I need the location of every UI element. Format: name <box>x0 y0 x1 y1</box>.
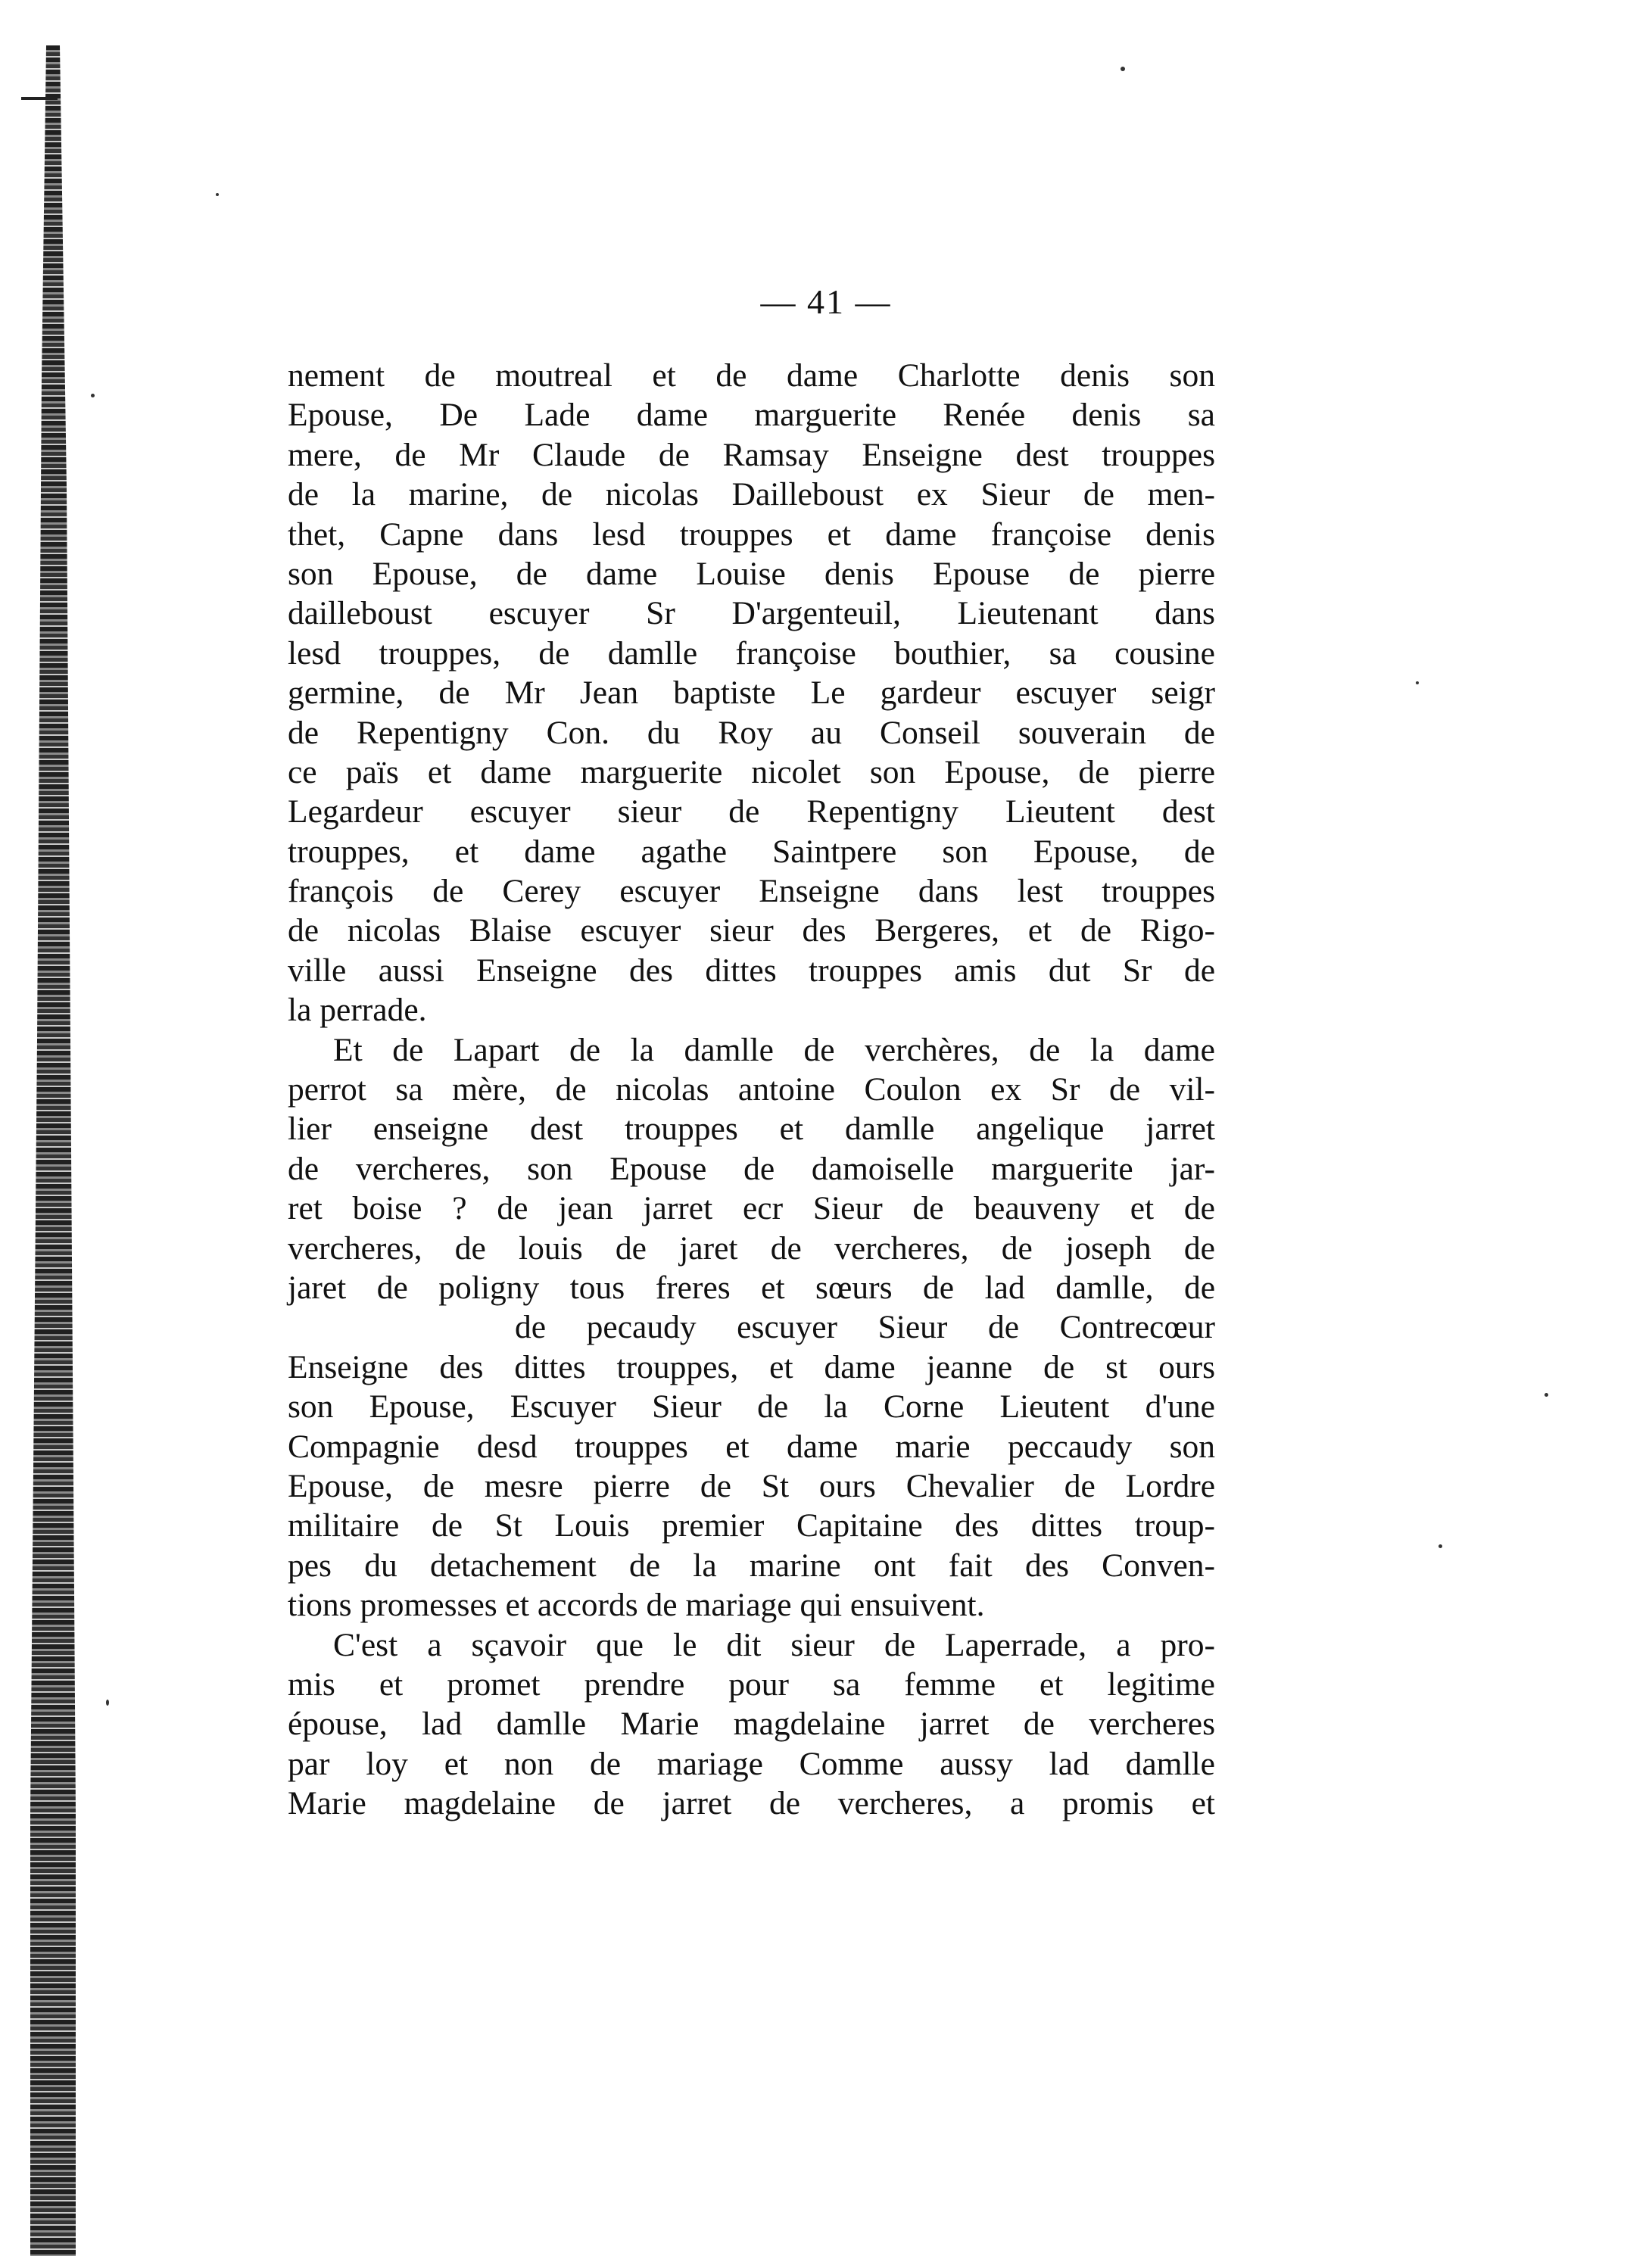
text-line: Enseigne des dittes trouppes, et dame jeanne de st ours <box>288 1348 1215 1385</box>
text-line: tions promesses et accords de mariage qui ensuivent. <box>288 1587 985 1624</box>
text-line: vercheres, de louis de jaret de vercheres, de joseph de <box>288 1229 1215 1267</box>
text-line: de la marine, de nicolas Dailleboust ex Sieur de men- <box>288 476 1215 513</box>
text-line: ce païs et dame marguerite nicolet son Epouse, de pierre <box>288 753 1215 790</box>
text-line: la perrade. <box>288 992 427 1029</box>
text-line: ret boise ? de jean jarret ecr Sieur de beauveny et de <box>288 1190 1215 1227</box>
text-line: germine, de Mr Jean baptiste Le gardeur escuyer seigr <box>288 675 1215 712</box>
page-speck <box>1121 67 1125 71</box>
text-line: de Repentigny Con. du Roy au Conseil souverain de <box>288 714 1215 751</box>
text-line: perrot sa mère, de nicolas antoine Coulon ex Sr de vil- <box>288 1071 1215 1108</box>
text-line: son Epouse, de dame Louise denis Epouse de pierre <box>288 555 1215 592</box>
binding-mark <box>21 97 58 100</box>
text-line: de vercheres, son Epouse de damoiselle marguerite jar- <box>288 1150 1215 1187</box>
text-line: Epouse, De Lade dame marguerite Renée denis sa <box>288 397 1215 434</box>
text-line: mere, de Mr Claude de Ramsay Enseigne dest trouppes <box>288 436 1215 473</box>
text-line: trouppes, et dame agathe Saintpere son Epouse, de <box>288 833 1215 870</box>
text-line: françois de Cerey escuyer Enseigne dans lest trouppes <box>288 873 1215 910</box>
text-line: de pecaudy escuyer Sieur de Contrecœur <box>515 1309 1215 1346</box>
text-line: épouse, lad damlle Marie magdelaine jarret de vercheres <box>288 1706 1215 1743</box>
text-line: Legardeur escuyer sieur de Repentigny Lieutent dest <box>288 793 1215 830</box>
page-speck <box>1416 681 1419 684</box>
text-line: militaire de St Louis premier Capitaine des dittes troup- <box>288 1507 1215 1544</box>
page-speck <box>1438 1544 1442 1548</box>
text-line: son Epouse, Escuyer Sieur de la Corne Lieutent d'une <box>288 1388 1215 1426</box>
paragraph-start-line: Et de Lapart de la damlle de verchères, de la dame <box>333 1031 1215 1068</box>
page-speck <box>91 394 95 397</box>
book-binding-edge <box>30 45 76 2256</box>
text-line: thet, Capne dans lesd trouppes et dame françoise denis <box>288 516 1215 553</box>
text-line: nement de moutreal et de dame Charlotte denis son <box>288 357 1215 394</box>
text-line: par loy et non de mariage Comme aussy lad damlle <box>288 1745 1215 1782</box>
page-speck <box>1544 1393 1548 1397</box>
text-line: Compagnie desd trouppes et dame marie peccaudy son <box>288 1428 1215 1465</box>
paragraph-start-line: C'est a sçavoir que le dit sieur de Laperrade, a pro- <box>333 1626 1215 1663</box>
text-line: Marie magdelaine de jarret de vercheres, a promis et <box>288 1785 1215 1822</box>
text-line: Epouse, de mesre pierre de St ours Chevalier de Lordre <box>288 1467 1215 1504</box>
text-line: mis et promet prendre pour sa femme et legitime <box>288 1666 1215 1703</box>
text-line: jaret de poligny tous freres et sœurs de lad damlle, de <box>288 1269 1215 1306</box>
text-line: dailleboust escuyer Sr D'argenteuil, Lieutenant dans <box>288 595 1215 632</box>
page-speck <box>216 193 219 196</box>
text-line: pes du detachement de la marine ont fait des Conven- <box>288 1547 1215 1584</box>
text-line: lier enseigne dest trouppes et damlle angelique jarret <box>288 1111 1215 1148</box>
text-line: de nicolas Blaise escuyer sieur des Bergeres, et de Rigo- <box>288 912 1215 949</box>
page-number: — 41 — <box>760 282 892 321</box>
page-speck <box>106 1700 109 1706</box>
body-text <box>288 356 1215 1823</box>
text-line: lesd trouppes, de damlle françoise bouthier, sa cousine <box>288 634 1215 672</box>
text-line: ville aussi Enseigne des dittes trouppes amis dut Sr de <box>288 952 1215 989</box>
